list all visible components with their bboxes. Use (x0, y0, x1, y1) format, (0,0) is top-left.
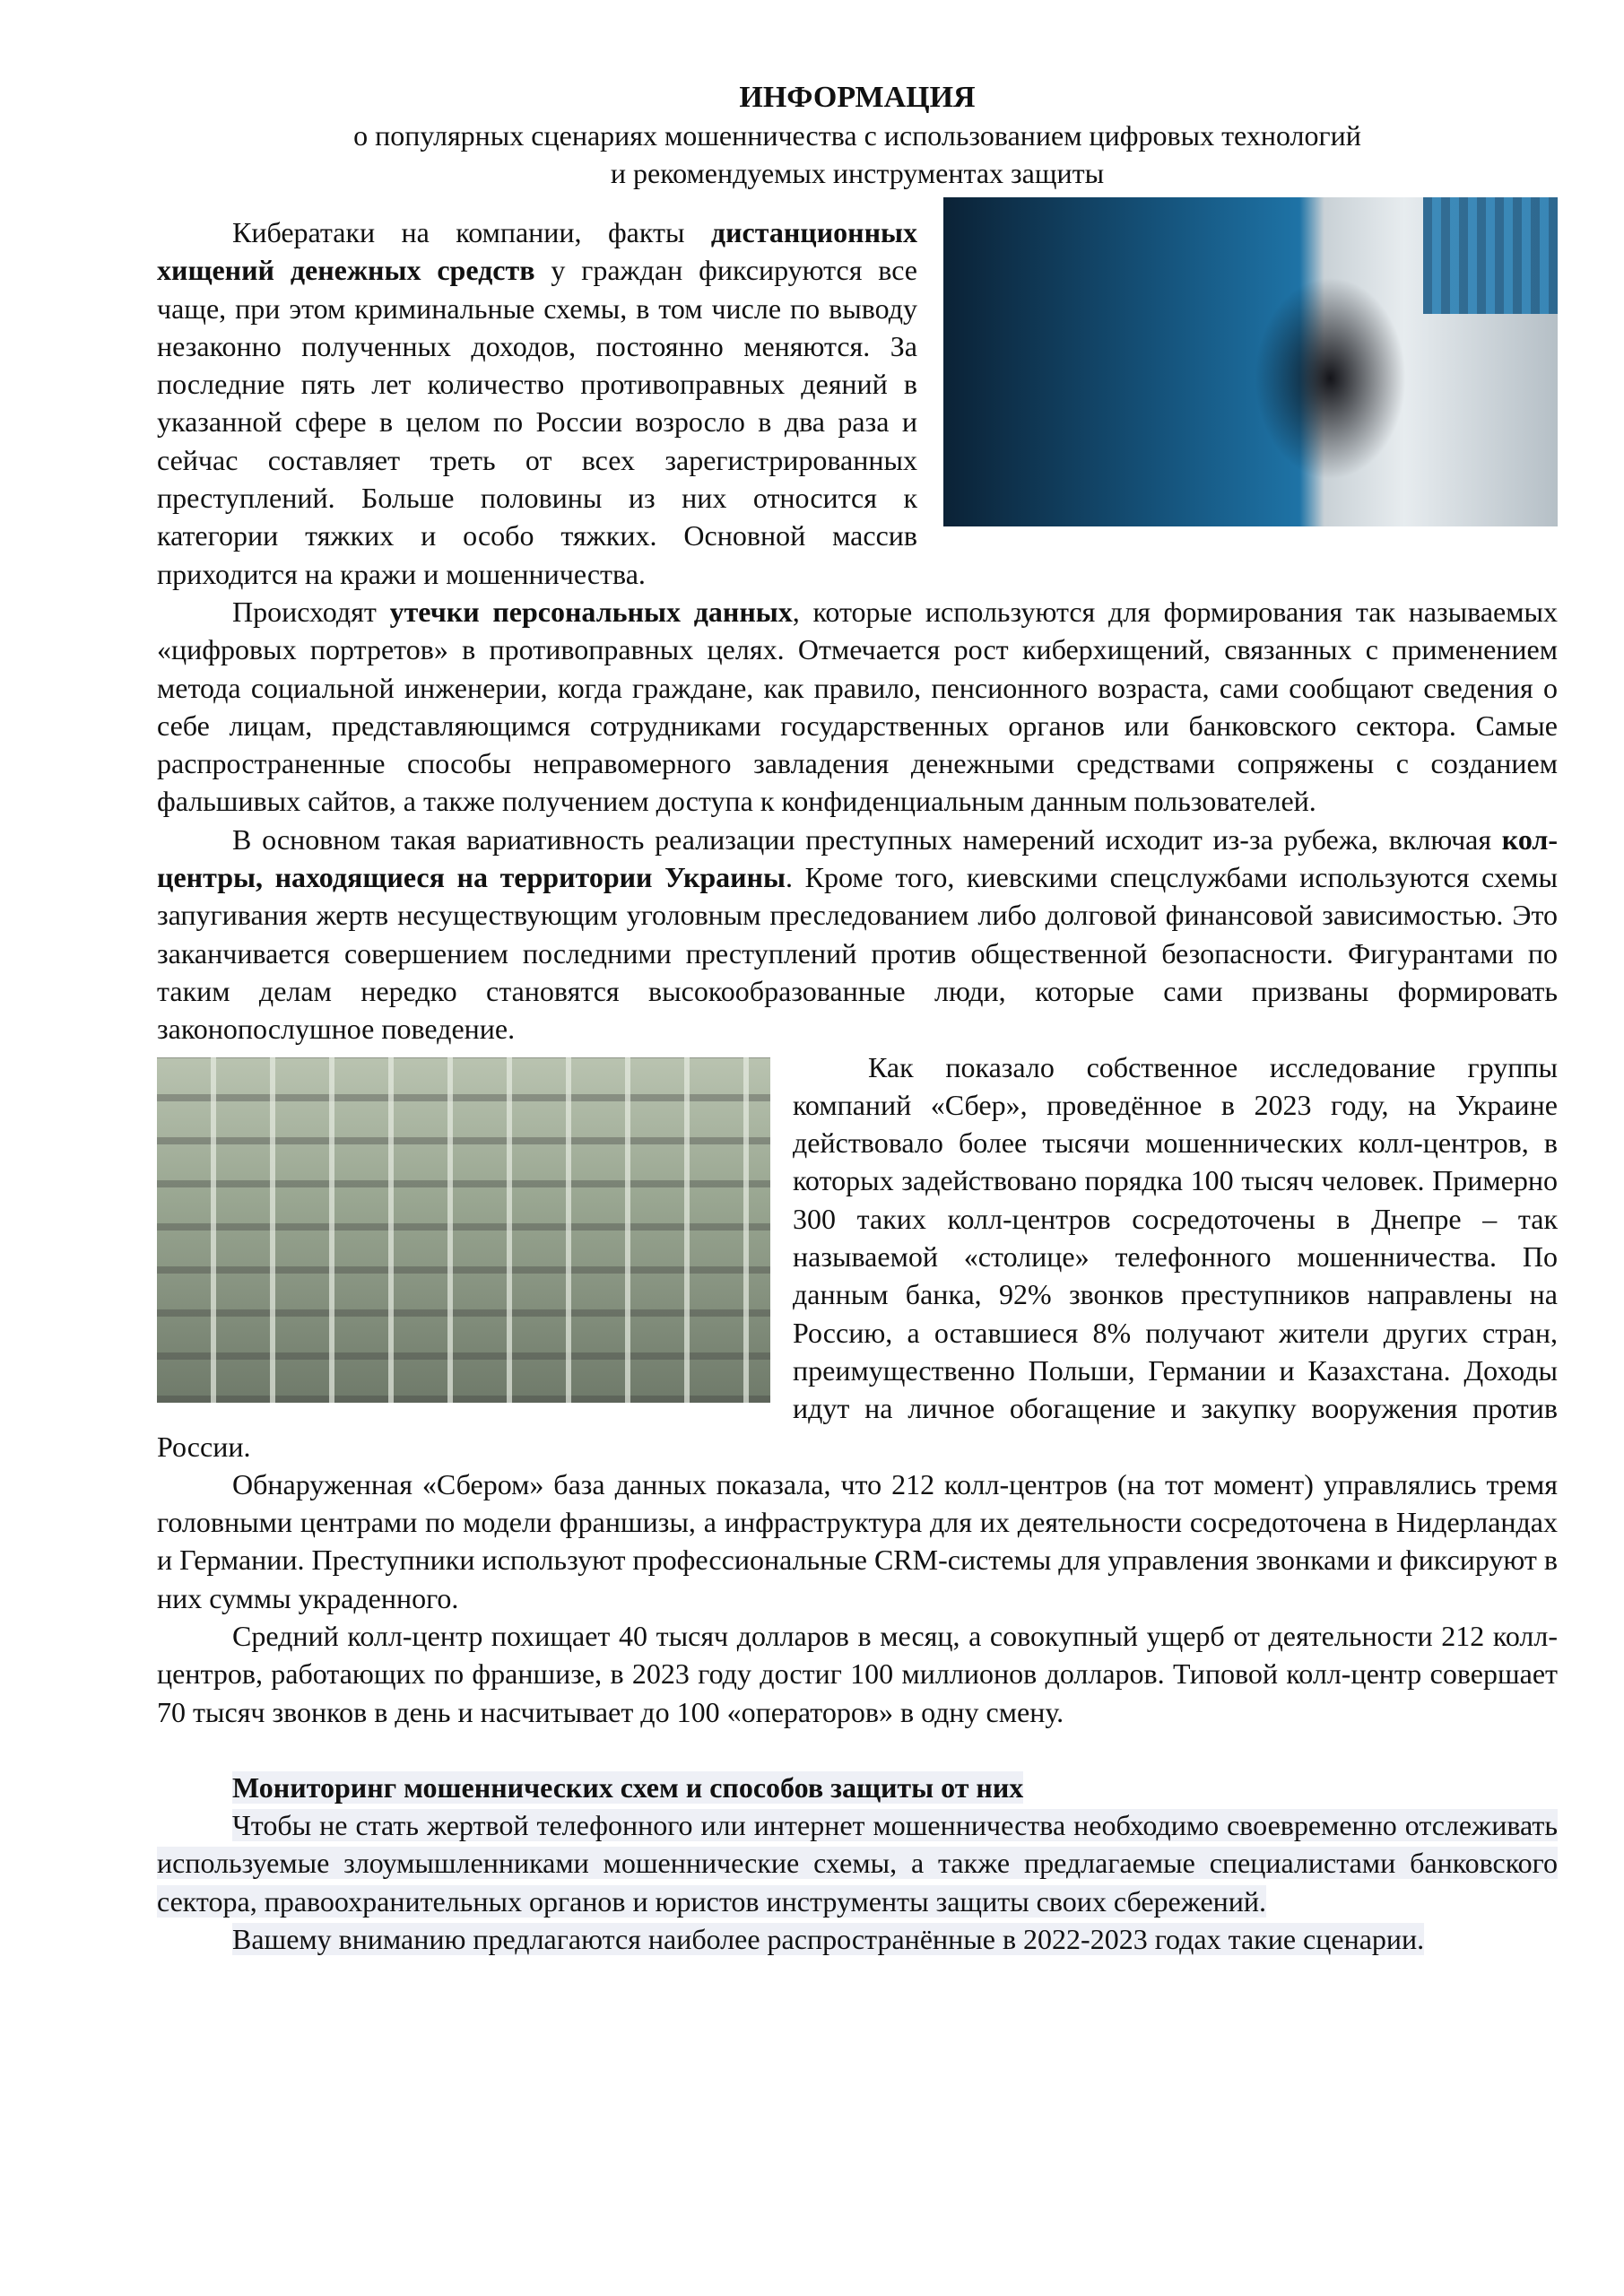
paragraph-6: Средний колл-центр похищает 40 тысяч долларов в месяц, а совокупный ущерб от деятельности 212 колл-центров, работающих по франшизе, в 2023 году достиг 100 миллионов долларов. Типовой колл-центр совершает 70 тысяч звонков в день и насчитывает до 100 «операторов» в одну смену. (157, 1619, 1558, 1728)
paragraph-text: Происходят (232, 595, 390, 628)
paragraph-text: у граждан фиксируются все чаще, при этом криминальные схемы, в том числе по выводу незаконно полученных доходов, постоянно меняются. За последние пять лет количество противоправных деяний в указанной сфере в целом по России возросло в два раза и сейчас составляет треть от всех зарегистрированных преступлений. Больше половины из них относится к категории тяжких и особо тяжких. Основной массив приходится на кражи и мошенничества. (157, 254, 918, 590)
cyber-thief-door-image (943, 197, 1558, 526)
paragraph-2 (157, 593, 1558, 821)
section-heading-text: Мониторинг мошеннических схем и способов защиты от них (232, 1770, 1024, 1804)
paragraph-7 (157, 1806, 1558, 1920)
highlighted-text: Вашему вниманию предлагаются наиболее распространённые в 2022-2023 годах такие сценарии. (232, 1923, 1425, 1956)
document-page (157, 79, 1558, 1958)
paragraph-text: , которые используются для формирования так называемых «цифровых портретов» в противоправных целях. Отмечается рост киберхищений, связанных с применением метода социальной инженерии, когда граждане, как правило, пенсионного возраста, сами сообщают сведения о себе лицам, представляющимся сотрудниками государственных органов или банковского сектора. Самые распространенные способы неправомерного завладения денежными средствами сопряжены с созданием фальшивых сайтов, а также получением доступа к конфиденциальным данным пользователей. (157, 595, 1559, 818)
highlighted-text: Чтобы не стать жертвой телефонного или интернет мошенничества необходимо своевременно отслеживать используемые злоумышленниками мошеннические схемы, а также предлагаемые специалистами банковского сектора, правоохранительных органов и юристов инструменты защиты своих сбережений. (157, 1809, 1558, 1918)
bold-phrase: кол-центры, находящиеся на территории Украины (157, 822, 1558, 894)
bold-phrase: дистанционных хищений денежных средств (157, 216, 917, 287)
document-body (157, 213, 1558, 1958)
call-center-image (157, 1057, 770, 1403)
paragraph-3 (157, 821, 1558, 1048)
paragraph-text: . Кроме того, киевскими спецслужбами используются схемы запугивания жертв несуществующим уголовным преследованием либо долговой финансовой зависимостью. Это заканчивается совершением последними преступлений против общественной безопасности. Фигурантами по таким делам нередко становятся высокообразованные люди, которые сами призваны формировать законопослушное поведение. (157, 861, 1559, 1046)
document-title: ИНФОРМАЦИЯ (739, 81, 976, 114)
paragraph-5: Обнаруженная «Сбером» база данных показала, что 212 колл-центров (на тот момент) управлялись тремя головными центрами по модели франшизы, а инфраструктура для их деятельности сосредоточена в Нидерландах и Германии. Преступники используют профессиональные CRM-системы для управления звонками и фиксируют в них суммы украденного. (157, 1467, 1558, 1614)
document-subtitle-line1: о популярных сценариях мошенничества с использованием цифровых технологий (353, 119, 1361, 152)
paragraph-text: В основном такая вариативность реализации преступных намерений исходит из-за рубежа, включая (232, 822, 1502, 856)
window-blind-decoration (1423, 197, 1558, 314)
section-heading (157, 1769, 1558, 1806)
paragraph-4: Как показало собственное исследование группы компаний «Сбер», проведённое в 2023 году, на Украине действовало более тысячи мошеннических колл-центров, в которых задействовано порядка 100 тысяч человек. Примерно 300 таких колл-центров сосредоточены в Днепре – так называемой «столице» телефонного мошенничества. По данным банка, 92% звонков преступников направлены на Россию, а оставшиеся 8% получают жители других стран, преимущественно Польши, Германии и Казахстана. Доходы идут на личное обогащение и закупку вооружения против России. (157, 1050, 1558, 1463)
document-subtitle-line2: и рекомендуемых инструментах защиты (610, 157, 1105, 189)
paragraph-text: Кибератаки на компании, факты (232, 216, 711, 248)
bold-phrase: утечки персональных данных (389, 595, 793, 628)
paragraph-8 (157, 1920, 1558, 1958)
